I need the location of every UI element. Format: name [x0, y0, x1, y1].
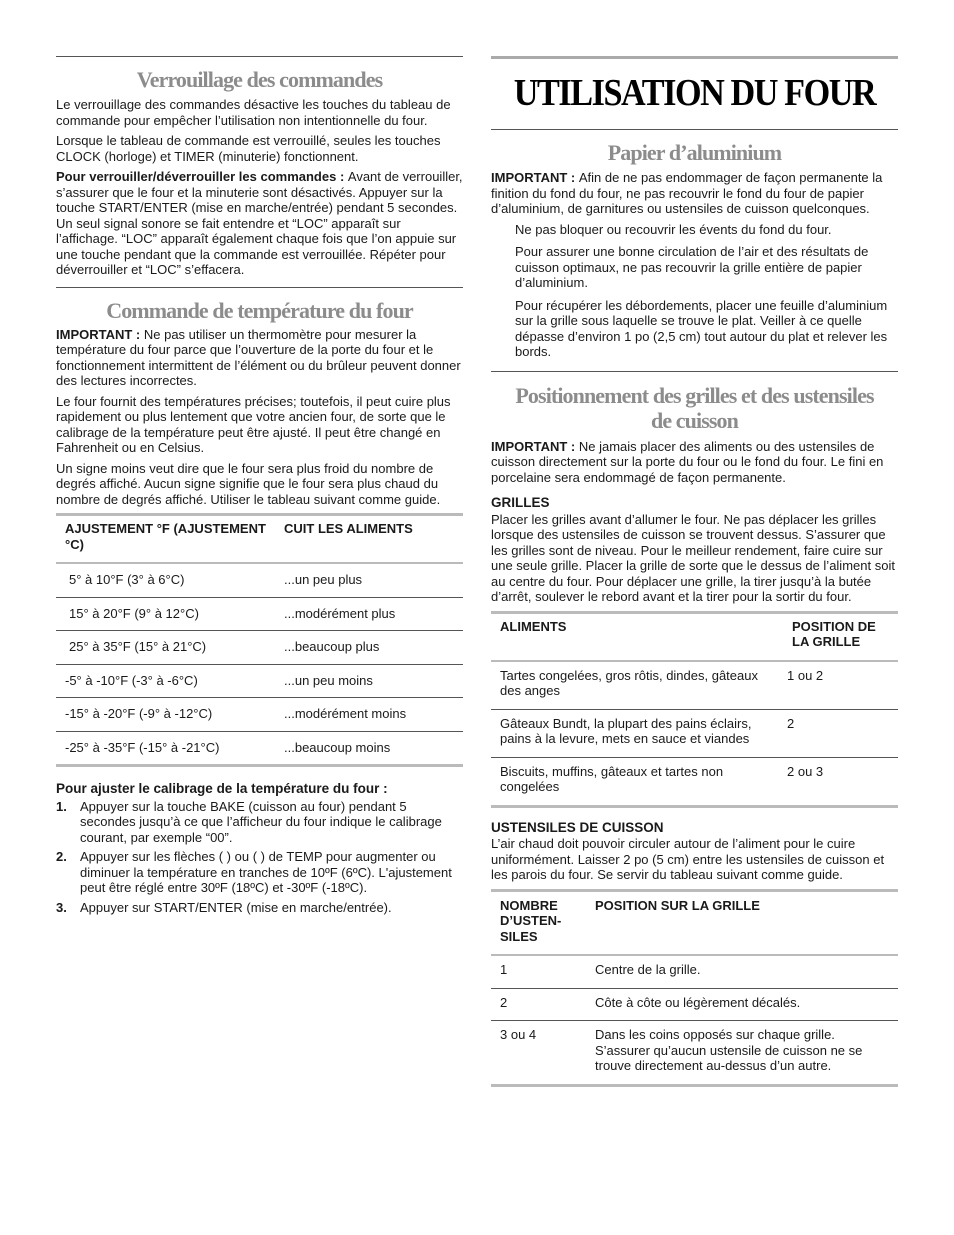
section-title-line: Positionnement des grilles et des ustensiles — [515, 382, 874, 408]
ustensiles-heading: USTENSILES DE CUISSON — [491, 819, 664, 835]
rack-position-value: 1 ou 2 — [787, 667, 824, 683]
table-header: NOMBRE D’USTEN-SILES — [491, 890, 595, 955]
table-header-row — [491, 890, 898, 955]
lock-paragraph-2: Lorsque le tableau de commande est verrouillé, seules les touches CLOCK (horloge) et TIMER (minuterie) fonctionnent. — [56, 133, 441, 164]
ustensiles-paragraph: L’air chaud doit pouvoir circuler autour de l’aliment pour le cuire uniformément. Laisser 2 po (5 cm) entre les ustensiles de cuisson et les parois du four. Se servir du tableau suivant comme guide. — [491, 836, 885, 882]
table-cell: 25° à 35°F (15° à 21°C) — [56, 631, 284, 665]
important-label: IMPORTANT : — [491, 170, 579, 185]
list-item — [56, 799, 463, 846]
table-header: CUIT LES ALIMENTS — [284, 515, 463, 564]
table-cell: Dans les coins opposés sur chaque grille. S’assurer qu’aucun ustensile de cuisson ne se trouve directement au-dessus d’un autre. — [595, 1021, 898, 1086]
table-row — [56, 664, 463, 698]
table-cell — [787, 757, 898, 806]
title-divider — [491, 56, 898, 59]
table-header-row — [56, 515, 463, 564]
table-row — [491, 709, 898, 757]
list-item — [56, 900, 463, 916]
table-cell — [787, 661, 898, 710]
table-row — [491, 988, 898, 1021]
table-cell: ...beaucoup moins — [284, 731, 463, 766]
table-header-row — [491, 612, 898, 661]
racks-important-text: Ne jamais placer des aliments ou des ustensiles de cuisson directement sur la porte du four ou le fond du four. Le fini en porcelaine sera endommagé de façon permanente. — [491, 438, 884, 485]
table-cell: -25° à -35°F (-15° à -21°C) — [56, 731, 284, 766]
table-cell: Biscuits, muffins, gâteaux et tartes non congelées — [491, 757, 792, 806]
table-cell: 3 ou 4 — [491, 1021, 595, 1086]
table-header: ALIMENTS — [491, 612, 792, 661]
table-row — [56, 698, 463, 732]
list-item — [56, 849, 463, 896]
table-row — [491, 757, 898, 806]
step-text: Appuyer sur START/ENTER (mise en marche/entrée). — [80, 899, 392, 915]
section-title-line: de cuisson — [651, 407, 738, 433]
rack-position-value: 2 ou 3 — [787, 763, 824, 779]
important-label: IMPORTANT : — [56, 326, 144, 342]
steps-title: Pour ajuster le calibrage de la température du four : — [56, 781, 388, 796]
table-header: POSITION DE LA GRILLE — [792, 612, 898, 661]
foil-important-text: Afin de ne pas endommager de façon permanente la finition du fond du four, ne pas recouvrir le fond du four de papier d’aluminium, de garnitures ou ustensiles de cuisson quelconques. — [491, 170, 883, 216]
racks-paragraph-1 — [491, 439, 898, 486]
temp-paragraph-1 — [56, 327, 463, 389]
table-header: POSITION SUR LA GRILLE — [595, 890, 898, 955]
table-cell: ...un peu moins — [284, 664, 463, 698]
table-row — [491, 955, 898, 988]
table-cell: Centre de la grille. — [595, 962, 701, 977]
section-divider — [56, 56, 463, 57]
table-row — [491, 661, 898, 710]
table-cell: 15° à 20°F (9° à 12°C) — [56, 597, 284, 631]
grilles-paragraph: Placer les grilles avant d’allumer le four. Ne pas déplacer les grilles lorsque des ustensiles de cuisson se trouvent dessus. S’assurer que les grilles sont de niveau. Pour le meilleur rendement, faire cuire sur une seule grille. Placer la grille de sorte que le dessus de l’aliment soit au centre du four. Pour déplacer une grille, la tirer jusqu’à la butée d’arrêt, soulever le rebord avant et la tirer pour la sortir du four. — [491, 511, 895, 604]
step-text: Appuyer sur les flèches ( ) ou ( ) de TEMP pour augmenter ou diminuer la température en tranches de 10ºF (6ºC). L'ajustement peut être réglé entre 30ºF (18ºC) et -30ºF (-18ºC). — [80, 849, 452, 895]
right-column — [491, 0, 898, 1087]
foil-item: Pour assurer une bonne circulation de l’air et des résultats de cuisson optimaux, ne pas recouvrir la grille entière de papier d’aluminium. — [515, 244, 869, 290]
section-divider — [491, 371, 898, 372]
temp-important-text: Ne pas utiliser un thermomètre pour mesurer la température du four parce que l’ouverture de la porte du four et le fonctionnement intermittent de l’élément ou du brûleur peuvent donner des lectures incorrectes. — [56, 326, 461, 388]
grilles-heading: GRILLES — [491, 495, 550, 510]
section-divider — [491, 129, 898, 130]
calibration-table — [56, 513, 463, 767]
rack-position-value: 2 — [787, 715, 795, 731]
table-cell: 2 — [491, 988, 595, 1021]
section-title-racks — [491, 383, 898, 433]
cookware-table — [491, 889, 898, 1087]
lock-paragraph-3 — [56, 169, 463, 278]
foil-item: Pour récupérer les débordements, placer une feuille d’aluminium sur la grille sous laquelle se trouve le plat. Veiller à ce quelle dépasse d’environ 1 po (2,5 cm) tout autour du plat et relever les bords. — [515, 297, 888, 359]
section-title-lock: Verrouillage des commandes — [136, 67, 383, 92]
table-row — [56, 631, 463, 665]
step-number: 3. — [56, 899, 67, 915]
rack-position-table — [491, 611, 898, 808]
foil-paragraph-1 — [491, 170, 898, 217]
table-row — [56, 731, 463, 766]
temp-paragraph-3: Un signe moins veut dire que le four sera plus froid du nombre de degrés affiché. Aucun signe signifie que le four sera plus chaud du nombre de degrés affiché. Utiliser le tableau suivant comme guide. — [56, 460, 441, 507]
temp-paragraph-2: Le four fournit des températures précises; toutefois, il peut cuire plus rapidement ou plus lentement que votre ancien four, de sorte que le calibrage de la température peut être ajusté. Il peut être changé en Fahrenheit ou en Celsius. — [56, 393, 451, 455]
table-cell: ...modérément plus — [284, 597, 463, 631]
table-cell: Côte à côte ou légèrement décalés. — [595, 988, 898, 1021]
left-column — [56, 0, 463, 915]
lock-instruction-label: Pour verrouiller/déverrouiller les commandes : — [56, 169, 348, 184]
lock-paragraph-1: Le verrouillage des commandes désactive les touches du tableau de commande pour empêcher l’utilisation non intentionnelle du four. — [56, 97, 451, 128]
section-title-temp: Commande de température du four — [106, 297, 413, 323]
section-title-foil: Papier d’aluminium — [607, 140, 782, 165]
important-label: IMPORTANT : — [491, 438, 579, 454]
table-cell: 1 — [500, 962, 508, 977]
step-text: Appuyer sur la touche BAKE (cuisson au four) pendant 5 secondes jusqu’à ce que l’afficheur du four indique le calibrage courant, par exemple “00”. — [80, 798, 442, 845]
table-row — [56, 597, 463, 631]
table-cell: Tartes congelées, gros rôtis, dindes, gâteaux des anges — [500, 667, 758, 698]
step-number: 2. — [56, 849, 67, 864]
section-divider — [56, 287, 463, 288]
lock-instruction-text: Avant de verrouiller, s’assurer que le four et la minuterie sont désactivés. Appuyer sur la touche START/ENTER (mise en marche/entrée) pendant 5 secondes. Un seul signal sonore se fait entendre et “LOC” apparaît sur l’affichage. “LOC” apparaît également chaque fois que l’on appuie sur une touche pendant que la commande est verrouillée. Répéter pour déverrouiller et “LOC” s’effacera. — [56, 169, 463, 277]
table-cell — [787, 709, 898, 757]
table-cell: -15° à -20°F (-9° à -12°C) — [56, 698, 284, 732]
table-row — [491, 1021, 898, 1086]
table-cell: -5° à -10°F (-3° à -6°C) — [56, 664, 284, 698]
page-title: UTILISATION DU FOUR — [513, 72, 876, 114]
table-header: AJUSTEMENT °F (AJUSTEMENT °C) — [56, 515, 284, 564]
table-cell: ...un peu plus — [284, 572, 363, 587]
table-cell: Gâteaux Bundt, la plupart des pains éclairs, pains à la levure, mets en sauce et viandes — [491, 709, 792, 757]
table-row — [56, 563, 463, 597]
table-cell: ...modérément moins — [284, 698, 463, 732]
foil-item: Ne pas bloquer ou recouvrir les évents du fond du four. — [515, 221, 832, 237]
steps-list — [56, 799, 463, 916]
step-number: 1. — [56, 798, 67, 814]
table-cell: ...beaucoup plus — [284, 631, 463, 665]
table-cell: 5° à 10°F (3° à 6°C) — [69, 572, 185, 587]
